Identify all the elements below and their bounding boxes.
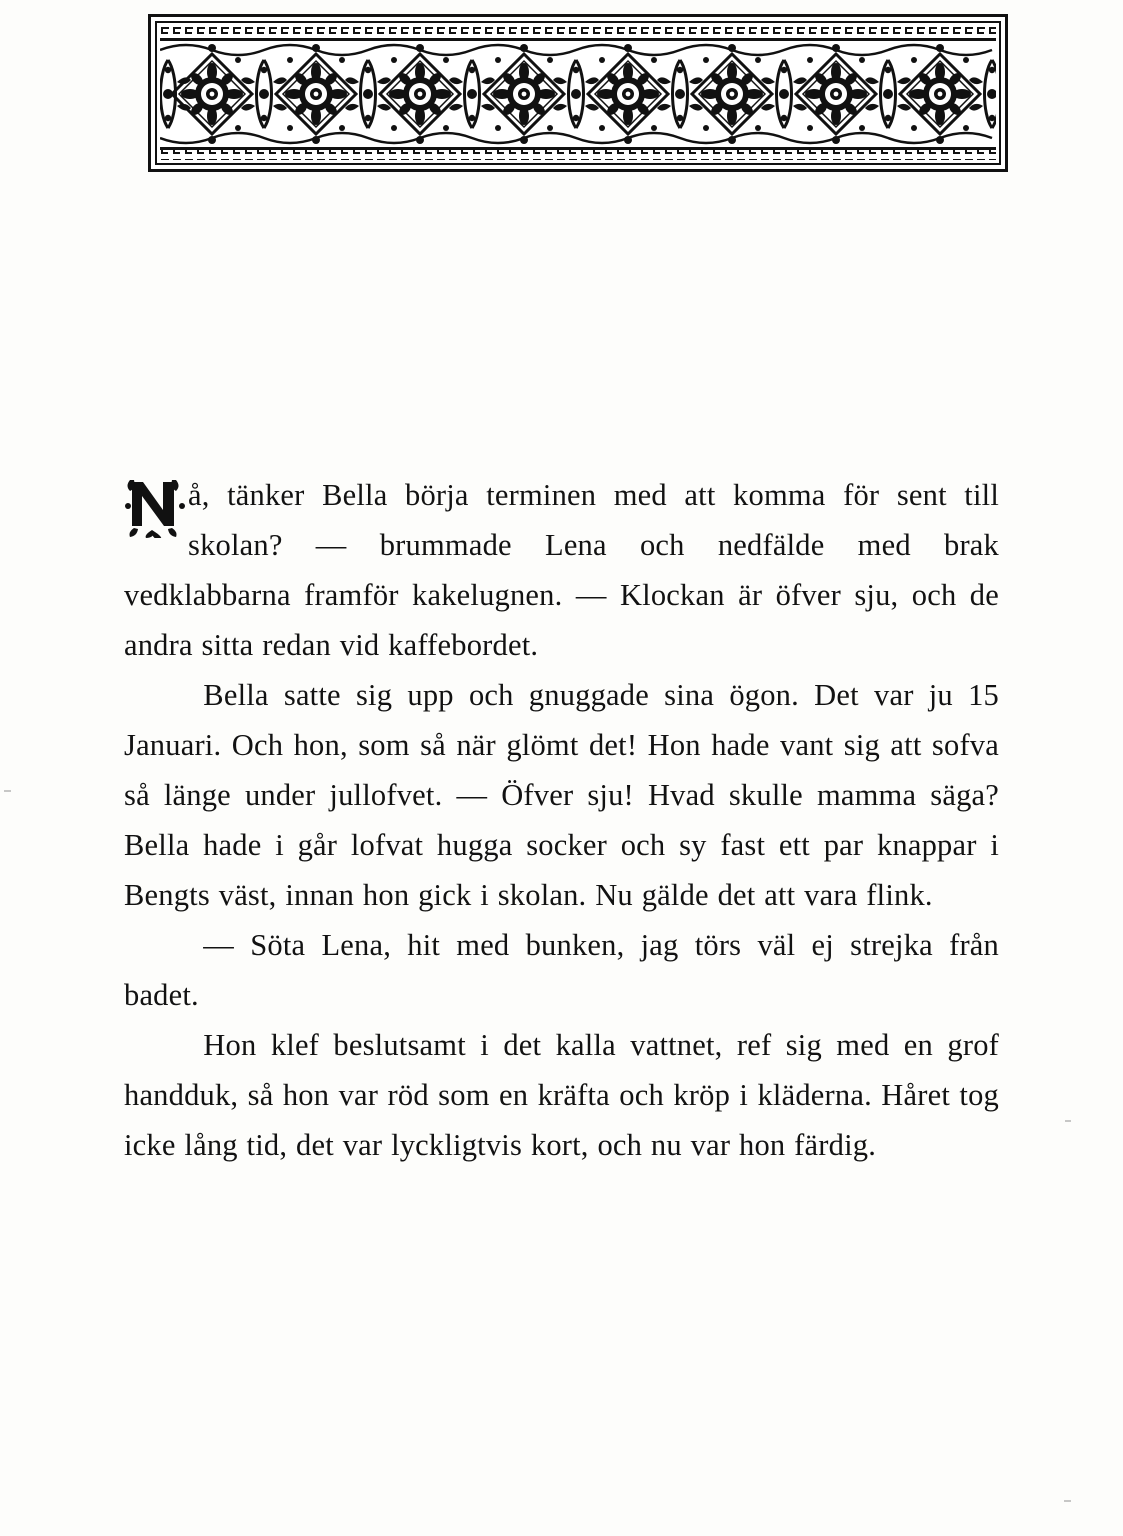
headpiece-pattern-band — [160, 26, 996, 160]
page-speck — [1064, 1500, 1071, 1502]
paragraph-2-text: Bella satte sig upp och gnuggade sina ögon. Det var ju 15 Januari. Och hon, som så när glömt det! Hon hade vant sig att sofva så länge under jullofvet. — Öfver sju! Hvad skulle mamma säga? Bella hade i går lofvat hugga socker och sy fast ett par knappar i Bengts väst, innan hon gick i skolan. Nu gälde det att vara flink. — [124, 678, 999, 912]
headpiece-inner-frame — [155, 21, 1001, 165]
paragraph-3-text: — Söta Lena, hit med bunken, jag törs väl ej strejka från badet. — [124, 928, 999, 1012]
paragraph-2 — [124, 670, 999, 920]
body-text — [124, 470, 999, 1170]
page-speck — [4, 790, 11, 792]
drop-cap-initial-n — [124, 474, 186, 538]
paragraph-1-text: å, tänker Bella börja terminen med att komma för sent till skolan? — brummade Lena och nedfälde med brak vedklabbarna framför kakelugnen. — Klockan är öfver sju, och de andra sitta redan vid kaffebordet. — [124, 478, 999, 662]
page-speck — [1065, 1120, 1071, 1122]
paragraph-1 — [124, 470, 999, 670]
paragraph-3 — [124, 920, 999, 1020]
headpiece-svg — [160, 26, 996, 160]
paragraph-4 — [124, 1020, 999, 1170]
paragraph-4-text: Hon klef beslutsamt i det kalla vattnet, ref sig med en grof handduk, så hon var röd som en kräfta och kröp i kläderna. Håret tog icke lång tid, det var lyckligtvis kort, och nu var hon färdig. — [124, 1028, 999, 1162]
chapter-headpiece-ornament — [148, 14, 1008, 172]
